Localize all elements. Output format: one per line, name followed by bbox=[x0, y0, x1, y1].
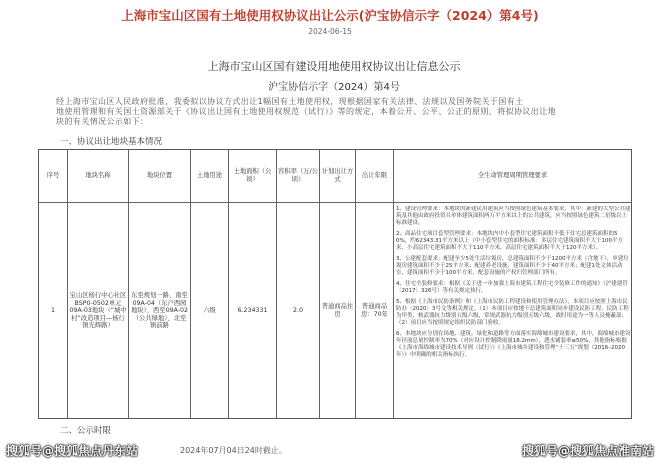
parcel-table bbox=[38, 149, 632, 419]
cell-far: 2.0 bbox=[292, 307, 303, 315]
article-title: 上海市宝山区国有土地使用权协议出让公示(沪宝协信示字（2024）第4号) bbox=[121, 8, 539, 23]
watermark-left: 搜狐号@搜狐焦点丹东站 bbox=[6, 444, 139, 458]
header-no: 序号 bbox=[46, 172, 60, 180]
cell-name: 宝山区杨行中心社区BSP0-0502单元09A-03地块（“城中村”改造项目—杨行镇光辉路） bbox=[69, 292, 127, 330]
cell-no: 1 bbox=[50, 307, 55, 315]
header-requirements: 全生命管理周期管理要求 bbox=[477, 172, 548, 180]
header-type: 计划出让方式 bbox=[321, 168, 354, 183]
requirement-item: 2、商品住宅项目套型管理要求：本地块内中小套型住宅建筑面积不低于住宅总建筑面积的50%，约62343.31平方米以上（中小套型住宅的面积标准：多层住宅建筑面积不大于100平方米，小高层住宅建筑面积不大于110平方米，高层住宅建筑面积不大于120平方米）。 bbox=[396, 231, 623, 251]
cell-area: 6.234331 bbox=[237, 307, 268, 315]
notice-number: 沪宝协信示字（2024）第4号 bbox=[268, 82, 400, 93]
intro-line: 地使用管理和有关国土资源部关于《协议出让国有土地使用权规范（试行）》等的规定，本着公开、公平、公正的原则，将拟协议出让地 bbox=[56, 107, 556, 116]
publish-date: 2024-06-15 bbox=[308, 27, 352, 36]
cell-type: 普通商品住房 bbox=[321, 303, 354, 318]
header-term: 出让年限 bbox=[361, 172, 388, 180]
notice-intro bbox=[56, 97, 611, 127]
requirement-item: 3、公建配套要求：配建至少5处生活垃圾房，总建筑面积不少于1200平方米（含地下），单建垃圾房建筑面积不少于25平方米；配建养老设施，建筑面积不少于40平方米；配建1处文体活动室，建筑面积不少于100平方米，配套设施的产权归管理部门所有。 bbox=[396, 256, 629, 276]
deadline-text: 2024年07月04日24时截止。 bbox=[180, 446, 287, 455]
requirement-item: 5、根据《上海市民防条例》和《上海市民防工程建设和使用管理办法》，本项目应按照上海市民防办〔2020〕3号文等相关规定。（1）本项目应按地下总建筑面积同步建设民防工程，民防工程为甲类，核武器抗力级别五级六级，常规武器抗力级别五级六级，战时用途为一等人员掩蔽部；（2）项目应当按照规定组织民防部门验收。 bbox=[396, 299, 629, 326]
notice-document bbox=[28, 42, 640, 463]
header-name: 地块名称 bbox=[85, 172, 111, 180]
header-use: 土地用途 bbox=[196, 172, 223, 180]
cell-location: 东至规划一路、南至09A-04（东户西园地块）、西至09A-02（公共绿地）、北至镇前路 bbox=[130, 292, 189, 330]
section-heading-2: 二、公示时限 bbox=[60, 426, 112, 436]
requirement-item: 1、建设管理要求：本地块的新建民用建筑应当按照绿色建筑基本要求，其中：新建的大型公共建筑及其他由政府投资且单体建筑面积两万平方米以上的公共建筑，应当按照绿色建筑二星级以上标准建设。 bbox=[396, 206, 631, 226]
cell-term: 普通商品房：70年 bbox=[361, 303, 388, 318]
header-far: 容积率（万/公顷） bbox=[278, 168, 318, 183]
requirements-list bbox=[396, 206, 631, 418]
requirement-item: 6、本地块应分别在场地、建筑、绿化和道路等方面落实海绵城市建设要求，其中，海绵城市建设年径流总量控制率为70%（对应设计控制降雨量18.2mm），透水铺装率≥50%，其他指标根据《上海市海绵城市建设技术导则（试行）》《上海市城乡建设和管理“十三五”规划（2016–2020年）》中明确的相关指标执行。 bbox=[396, 331, 631, 358]
header-location: 地块位置 bbox=[146, 172, 173, 180]
header-area: 土地面积（公顷） bbox=[233, 168, 272, 183]
intro-line: 经上海市宝山区人民政府批准，我委拟以协议方式出让1幅国有土地使用权，现根据国家有关法律、法规以及国务院关于国有土 bbox=[56, 97, 524, 106]
notice-title: 上海市宝山区国有建设用地使用权协议出让信息公示 bbox=[207, 60, 461, 73]
intro-line: 块的有关情况公示如下： bbox=[56, 117, 149, 126]
requirement-item: 4、住宅全装修要求：根据《关于进一步加强上海市建筑工程住宅全装修工作的通知》（沪建建管〔2017〕326号）等有关规定执行。 bbox=[396, 281, 628, 294]
section-heading-1: 一、协议出让地块基本情况 bbox=[60, 137, 163, 147]
cell-use: 六级 bbox=[203, 307, 216, 315]
watermark-right: 搜狐号@搜狐焦点淮南站 bbox=[521, 444, 654, 458]
